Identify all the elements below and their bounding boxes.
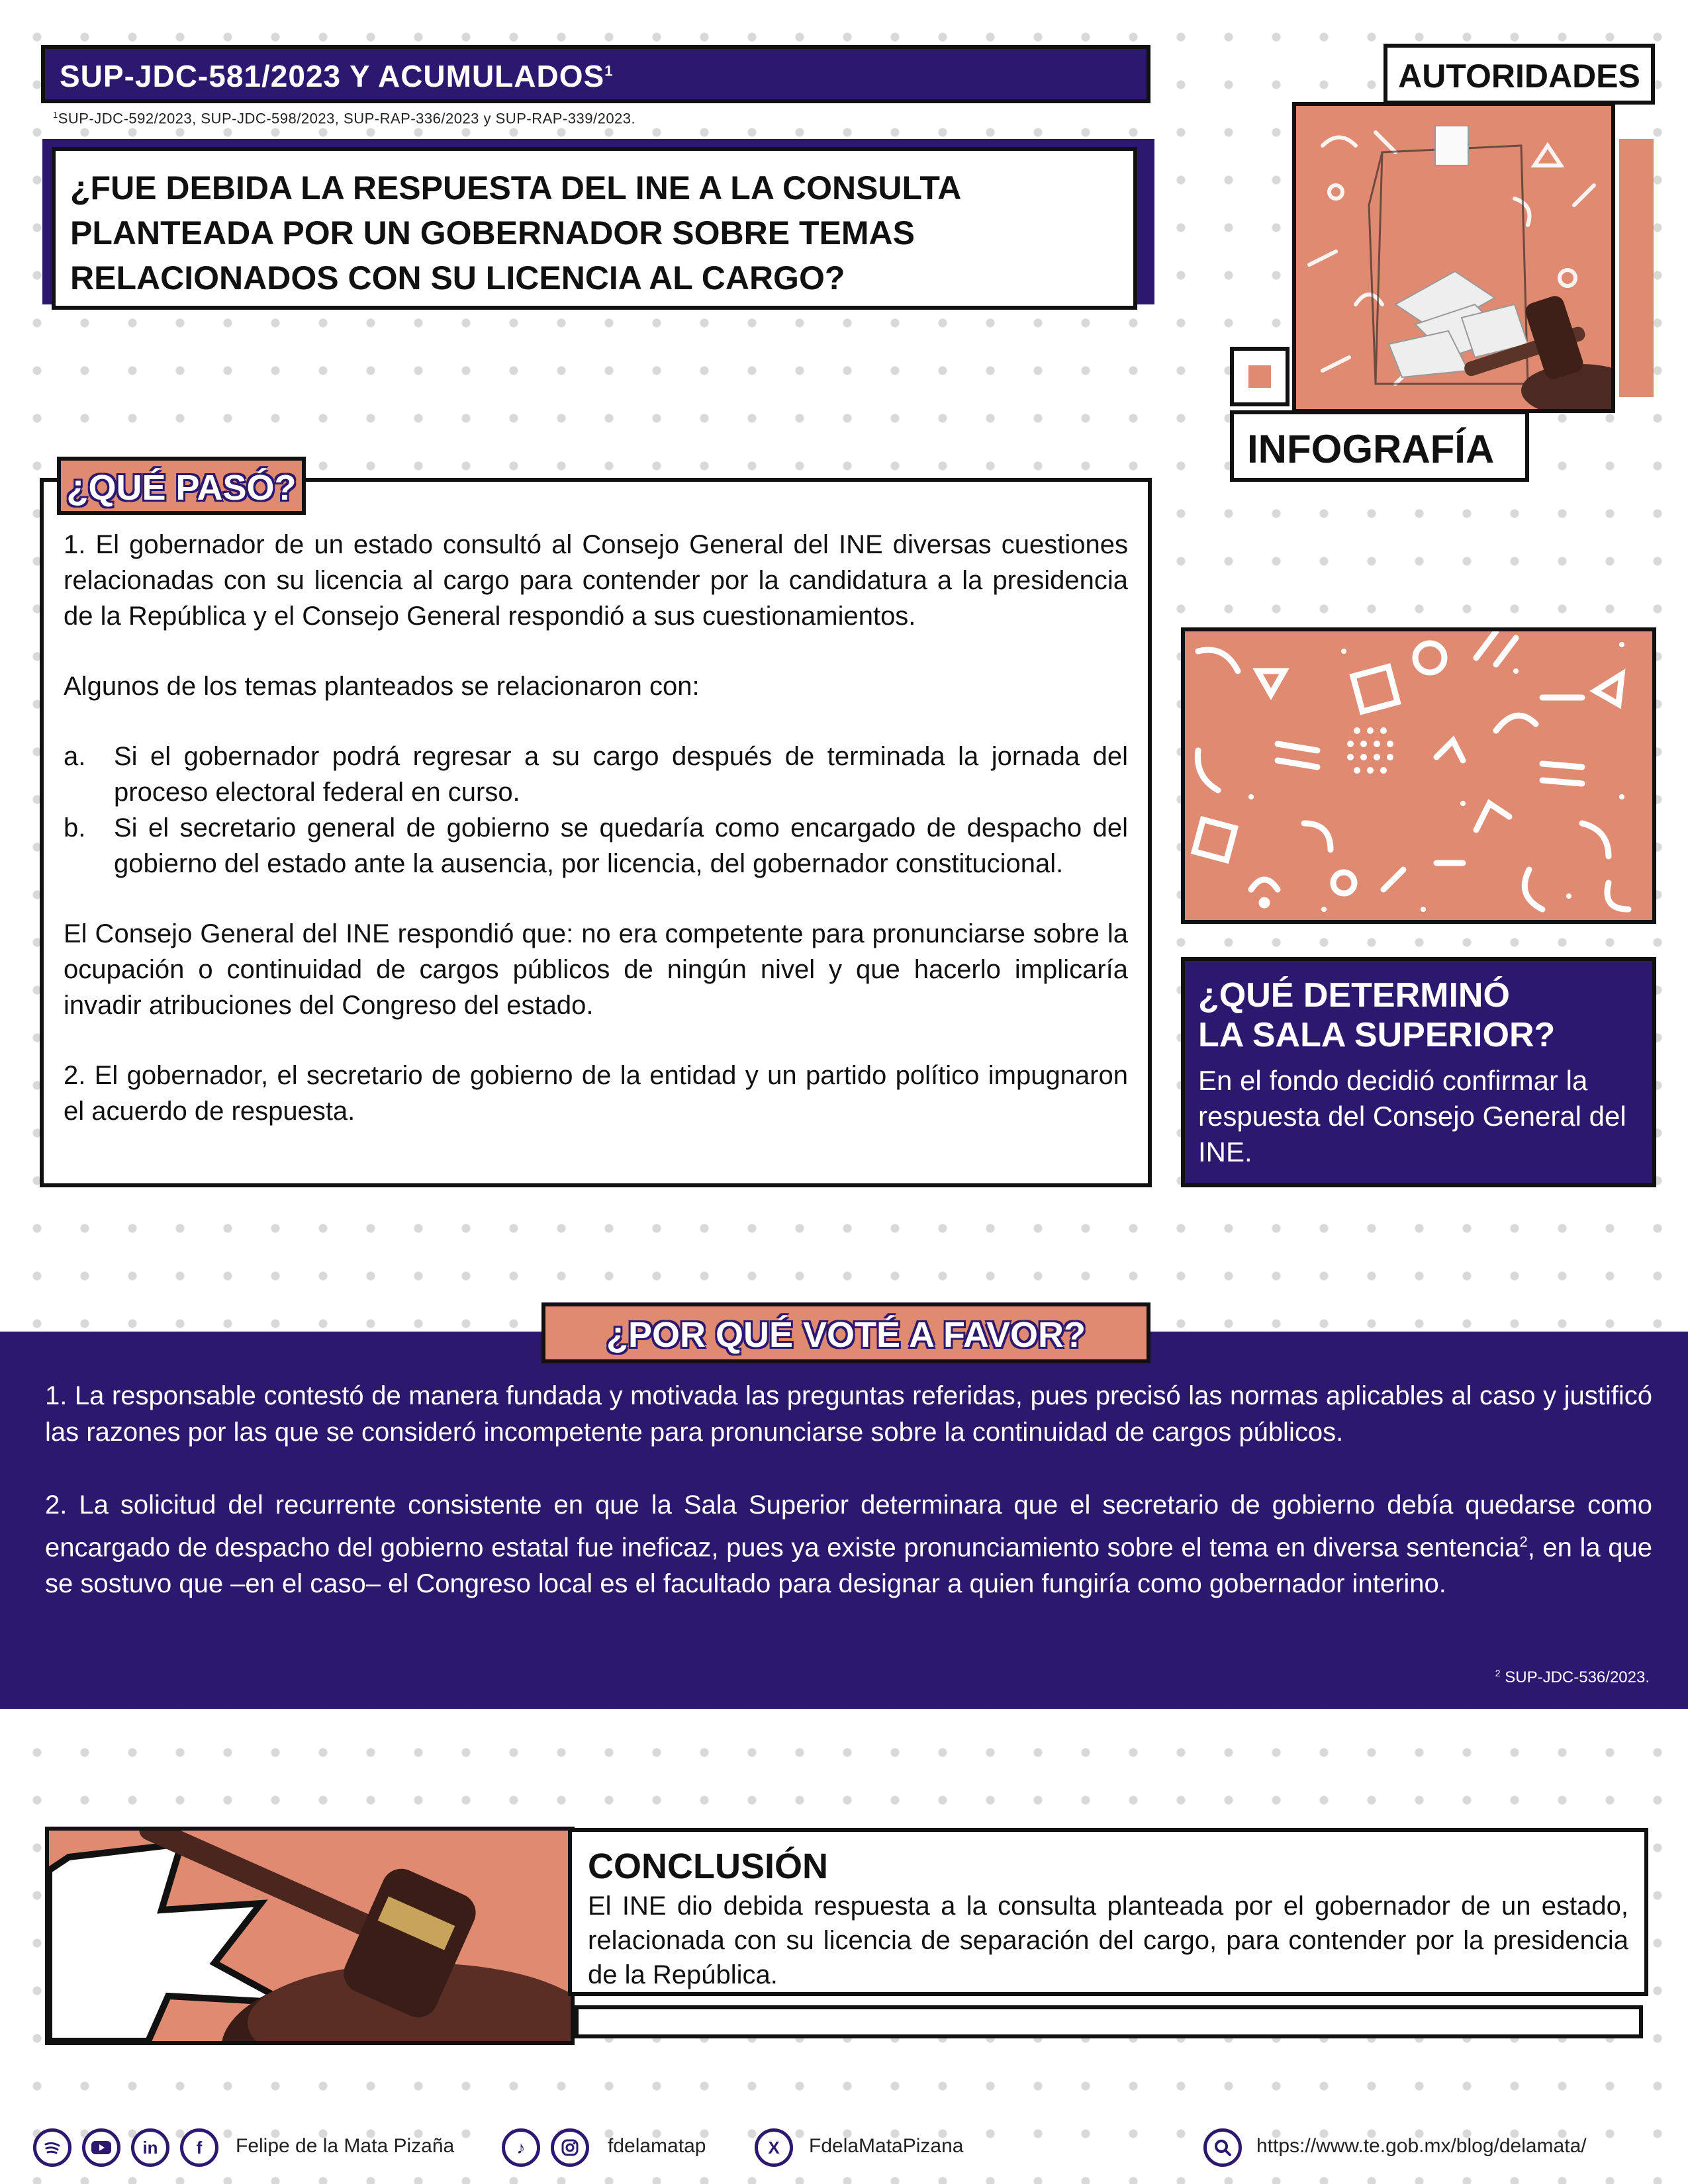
- determino-panel: [1181, 957, 1656, 1187]
- footnote-marker: 2: [1519, 1533, 1528, 1550]
- case-number: SUP-JDC-581/2023 Y ACUMULADOS: [60, 59, 605, 93]
- que-paso-paragraph-3: El Consejo General del INE respondió que: no era competente para pronunciarse sobre la ocupación o continuidad de cargos públicos de ningún nivel y que hacerlo implicaría invadir atribuciones del Congreso del estado.: [64, 919, 1128, 1020]
- footer-x-handle: FdelaMataPizana: [809, 2135, 964, 2157]
- conclusion-text: El INE dio debida respuesta a la consulta planteada por el gobernador de un estado, relacionada con su licencia de separación del cargo, para contender por la presidencia de la República.: [588, 1891, 1628, 1989]
- instagram-icon[interactable]: [551, 2128, 589, 2167]
- determino-title-line-1: ¿QUÉ DETERMINÓ: [1198, 976, 1510, 1015]
- que-paso-panel: [40, 478, 1152, 1187]
- list-text: Si el gobernador podrá regresar a su cargo después de terminada la jornada del proceso electoral federal en curso.: [114, 742, 1128, 807]
- por-que-paragraph-2-b: , en la que se sostuvo que –en el caso– el Congreso local es el facultado para designar a quien fungiría como gobernador interino.: [45, 1533, 1652, 1599]
- ballot-box-gavel-image: [1292, 102, 1615, 413]
- list-marker: b.: [64, 813, 86, 842]
- case-note-text: SUP-JDC-592/2023, SUP-JDC-598/2023, SUP-RAP-336/2023 y SUP-RAP-339/2023.: [58, 110, 636, 127]
- que-paso-title: ¿QUÉ PASÓ?: [57, 457, 306, 515]
- case-footnote-marker: 1: [604, 62, 614, 79]
- facebook-icon[interactable]: f: [180, 2128, 218, 2167]
- list-text: Si el secretario general de gobierno se quedaría como encargado de despacho del gobierno del estado ante la ausencia, por licencia, del gobernador constitucional.: [114, 813, 1128, 878]
- case-note-marker: 1: [53, 110, 58, 120]
- por-que-paragraph-2-a: 2. La solicitud del recurrente consistente en que la Sala Superior determinara que el secretario de gobierno debía quedarse como encargado de despacho del gobierno estatal fue ineficaz, pues ya existe pronunciamiento sobre el tema en diversa sentencia: [45, 1490, 1652, 1563]
- autoridades-label: AUTORIDADES: [1383, 44, 1655, 105]
- x-icon[interactable]: X: [755, 2128, 793, 2167]
- list-item: [64, 810, 1128, 882]
- list-item: [64, 739, 1128, 810]
- decorative-pattern: [1181, 627, 1656, 924]
- por-que-paragraph-1: 1. La responsable contestó de manera fundada y motivada las preguntas referidas, pues precisó las normas aplicables al caso y justificó las razones por las que se consideró incompetente para pronunciarse sobre la continuidad de cargos públicos.: [45, 1381, 1652, 1447]
- list-marker: a.: [64, 742, 86, 771]
- case-number-bar: [41, 45, 1150, 103]
- determino-text: En el fondo decidió confirmar la respuesta del Consejo General del INE.: [1198, 1065, 1626, 1167]
- decorative-square-inner: [1248, 365, 1271, 388]
- decorative-square: [1230, 347, 1289, 406]
- infografia-label: INFOGRAFÍA: [1230, 410, 1529, 482]
- que-paso-paragraph-1: 1. El gobernador de un estado consultó al Consejo General del INE diversas cuestiones relacionadas con su licencia al cargo para contender por la candidatura a la presidencia de la República y el Consejo General respondió a sus cuestionamientos.: [64, 530, 1128, 631]
- determino-title-line-2: LA SALA SUPERIOR?: [1198, 1016, 1556, 1054]
- decorative-strip: [1619, 139, 1654, 397]
- que-paso-list: [64, 739, 1128, 882]
- linkedin-icon[interactable]: in: [131, 2128, 169, 2167]
- search-icon[interactable]: [1203, 2128, 1242, 2167]
- conclusion-panel: [568, 1828, 1648, 1996]
- footer-name: Felipe de la Mata Pizaña: [236, 2135, 455, 2157]
- footnote-number: 2: [1495, 1668, 1501, 1678]
- footer-handle: fdelamatap: [608, 2135, 706, 2157]
- conclusion-title: CONCLUSIÓN: [588, 1846, 828, 1886]
- que-paso-paragraph-2: Algunos de los temas planteados se relacionaron con:: [64, 672, 700, 701]
- main-question: ¿FUE DEBIDA LA RESPUESTA DEL INE A LA CONSULTA PLANTEADA POR UN GOBERNADOR SOBRE TEMAS RELACIONADOS CON SU LICENCIA AL CARGO?: [52, 147, 1137, 310]
- por-que-paragraph-2: [45, 1487, 1652, 1602]
- case-footnote: [53, 110, 635, 127]
- spotify-icon[interactable]: [33, 2128, 71, 2167]
- gavel-image: [45, 1827, 575, 2045]
- por-que-title: ¿POR QUÉ VOTÉ A FAVOR?: [541, 1302, 1150, 1363]
- determino-title: [1198, 976, 1639, 1055]
- youtube-icon[interactable]: [82, 2128, 120, 2167]
- por-que-body: [45, 1378, 1652, 1602]
- conclusion-bar: [575, 2005, 1643, 2038]
- footnote: [1495, 1668, 1650, 1687]
- footnote-text: SUP-JDC-536/2023.: [1500, 1668, 1650, 1686]
- que-paso-paragraph-4: 2. El gobernador, el secretario de gobierno de la entidad y un partido político impugnaron el acuerdo de respuesta.: [64, 1061, 1128, 1126]
- footer-url[interactable]: https://www.te.gob.mx/blog/delamata/: [1256, 2135, 1587, 2157]
- tiktok-icon[interactable]: ♪: [502, 2128, 540, 2167]
